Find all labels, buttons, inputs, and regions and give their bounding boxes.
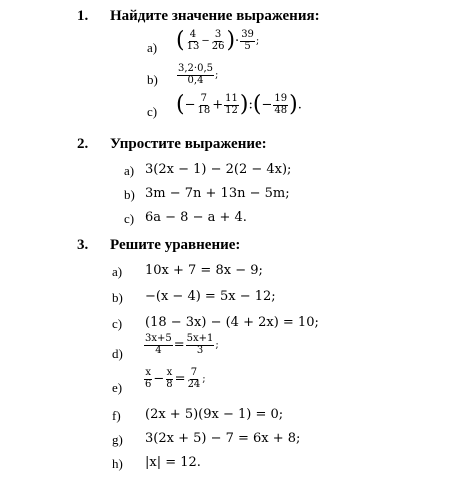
section-1-heading: Найдите значение выражения: — [110, 8, 320, 24]
task-3e-label: e) — [112, 380, 123, 395]
task-3h-label: h) — [112, 456, 123, 471]
task-3g-label: g) — [112, 432, 123, 447]
task-2a-label: a) — [124, 163, 135, 178]
task-1c-expression: (− $\frac{7}{18}$ + $\frac{11}{12}$ ):(− $\frac{19}{48}$ ). — [176, 92, 302, 117]
task-2b-label: b) — [124, 187, 135, 202]
task-3f-expression: (2x + 5)(9x − 1) = 0; — [145, 407, 284, 422]
task-2b-expression: 3m − 7n + 13n − 5m; — [145, 186, 290, 201]
task-3c-label: c) — [112, 316, 123, 331]
task-1a-expression: ( $\frac{4}{13}$ − $\frac{3}{26}$ )· $\frac{39}{5}$ ; — [176, 28, 260, 53]
task-3f-label: f) — [112, 408, 121, 423]
section-1-number: 1. — [77, 8, 89, 24]
task-3e-expression: $\frac{x}{6}$ − $\frac{x}{8}$ = $\frac{7}{24}$ ; — [145, 367, 206, 390]
task-3h-expression: |x| = 12. — [145, 455, 201, 470]
section-2-heading: Упростите выражение: — [110, 136, 267, 152]
section-3-number: 3. — [77, 237, 89, 253]
task-3d-expression: $\frac{3x+5}{4}$ = $\frac{5x+1}{3}$ ; — [145, 333, 219, 356]
task-3g-expression: 3(2x + 5) − 7 = 6x + 8; — [145, 431, 301, 446]
task-3b-label: b) — [112, 290, 123, 305]
task-3d-label: d) — [112, 346, 123, 361]
task-1b-label: b) — [147, 72, 158, 87]
task-3a-label: a) — [112, 264, 123, 279]
task-3a-expression: 10x + 7 = 8x − 9; — [145, 263, 263, 278]
task-3c-expression: (18 − 3x) − (4 + 2x) = 10; — [145, 315, 319, 330]
section-3-heading: Решите уравнение: — [110, 237, 241, 253]
task-1a-label: a) — [147, 40, 158, 55]
task-2c-label: c) — [124, 211, 135, 226]
task-1b-expression: $\frac{3,2\cdot 0,5}{0,4}$ ; — [178, 63, 219, 86]
task-2a-expression: 3(2x − 1) − 2(2 − 4x); — [145, 162, 292, 177]
task-3b-expression: −(x − 4) = 5x − 12; — [145, 289, 276, 304]
task-1c-label: c) — [147, 104, 158, 119]
section-2-number: 2. — [77, 136, 89, 152]
task-2c-expression: 6a − 8 − a + 4. — [145, 210, 247, 225]
